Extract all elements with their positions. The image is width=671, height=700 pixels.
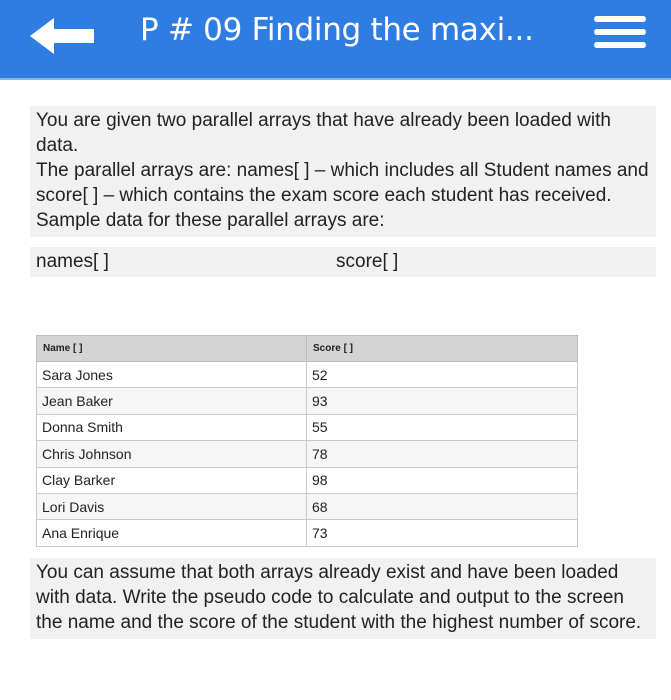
student-score-cell: 78 <box>307 441 578 467</box>
student-name-cell: Ana Enrique <box>37 520 307 546</box>
table-row <box>37 414 578 440</box>
table-row <box>37 362 578 388</box>
student-name-cell: Donna Smith <box>37 414 307 440</box>
table-row <box>37 493 578 519</box>
intro-text <box>30 106 656 237</box>
student-score-cell: 73 <box>307 520 578 546</box>
table-header-row <box>37 336 578 362</box>
student-name-cell: Jean Baker <box>37 388 307 414</box>
score-array-label: score[ ] <box>336 251 399 272</box>
student-name-cell: Lori Davis <box>37 493 307 519</box>
column-header-name: Name [ ] <box>37 336 307 362</box>
student-name-cell: Sara Jones <box>37 362 307 388</box>
page-title: P # 09 Finding the maxi... <box>140 12 534 48</box>
intro-line: Sample data for these parallel arrays are: <box>36 210 385 231</box>
intro-line: score[ ] – which contains the exam score each student has received. <box>36 185 612 206</box>
student-score-cell: 52 <box>307 362 578 388</box>
student-score-cell: 98 <box>307 467 578 493</box>
intro-line: The parallel arrays are: names[ ] – which includes all Student names and <box>36 160 649 181</box>
student-name-cell: Chris Johnson <box>37 441 307 467</box>
table-row <box>37 520 578 546</box>
hamburger-menu-icon[interactable] <box>594 16 646 54</box>
sample-data-table <box>36 335 578 547</box>
task-instructions: You can assume that both arrays already exist and have been loaded with data. Write the pseudo code to calculate and output to the screen the name and the score of the student with the highest number of score. <box>30 558 656 639</box>
student-score-cell: 68 <box>307 493 578 519</box>
menu-bar <box>594 29 646 35</box>
question-body <box>30 106 656 277</box>
student-score-cell: 55 <box>307 414 578 440</box>
table-row <box>37 467 578 493</box>
student-score-cell: 93 <box>307 388 578 414</box>
menu-bar <box>594 16 646 22</box>
menu-bar <box>594 42 646 48</box>
column-header-score: Score [ ] <box>307 336 578 362</box>
app-header <box>0 0 671 80</box>
arrow-left-icon[interactable] <box>28 16 98 56</box>
names-array-label: names[ ] <box>36 251 109 272</box>
table-row <box>37 441 578 467</box>
student-name-cell: Clay Barker <box>37 467 307 493</box>
intro-line: You are given two parallel arrays that have already been loaded with data. <box>36 110 611 156</box>
array-labels <box>30 247 656 277</box>
table-row <box>37 388 578 414</box>
